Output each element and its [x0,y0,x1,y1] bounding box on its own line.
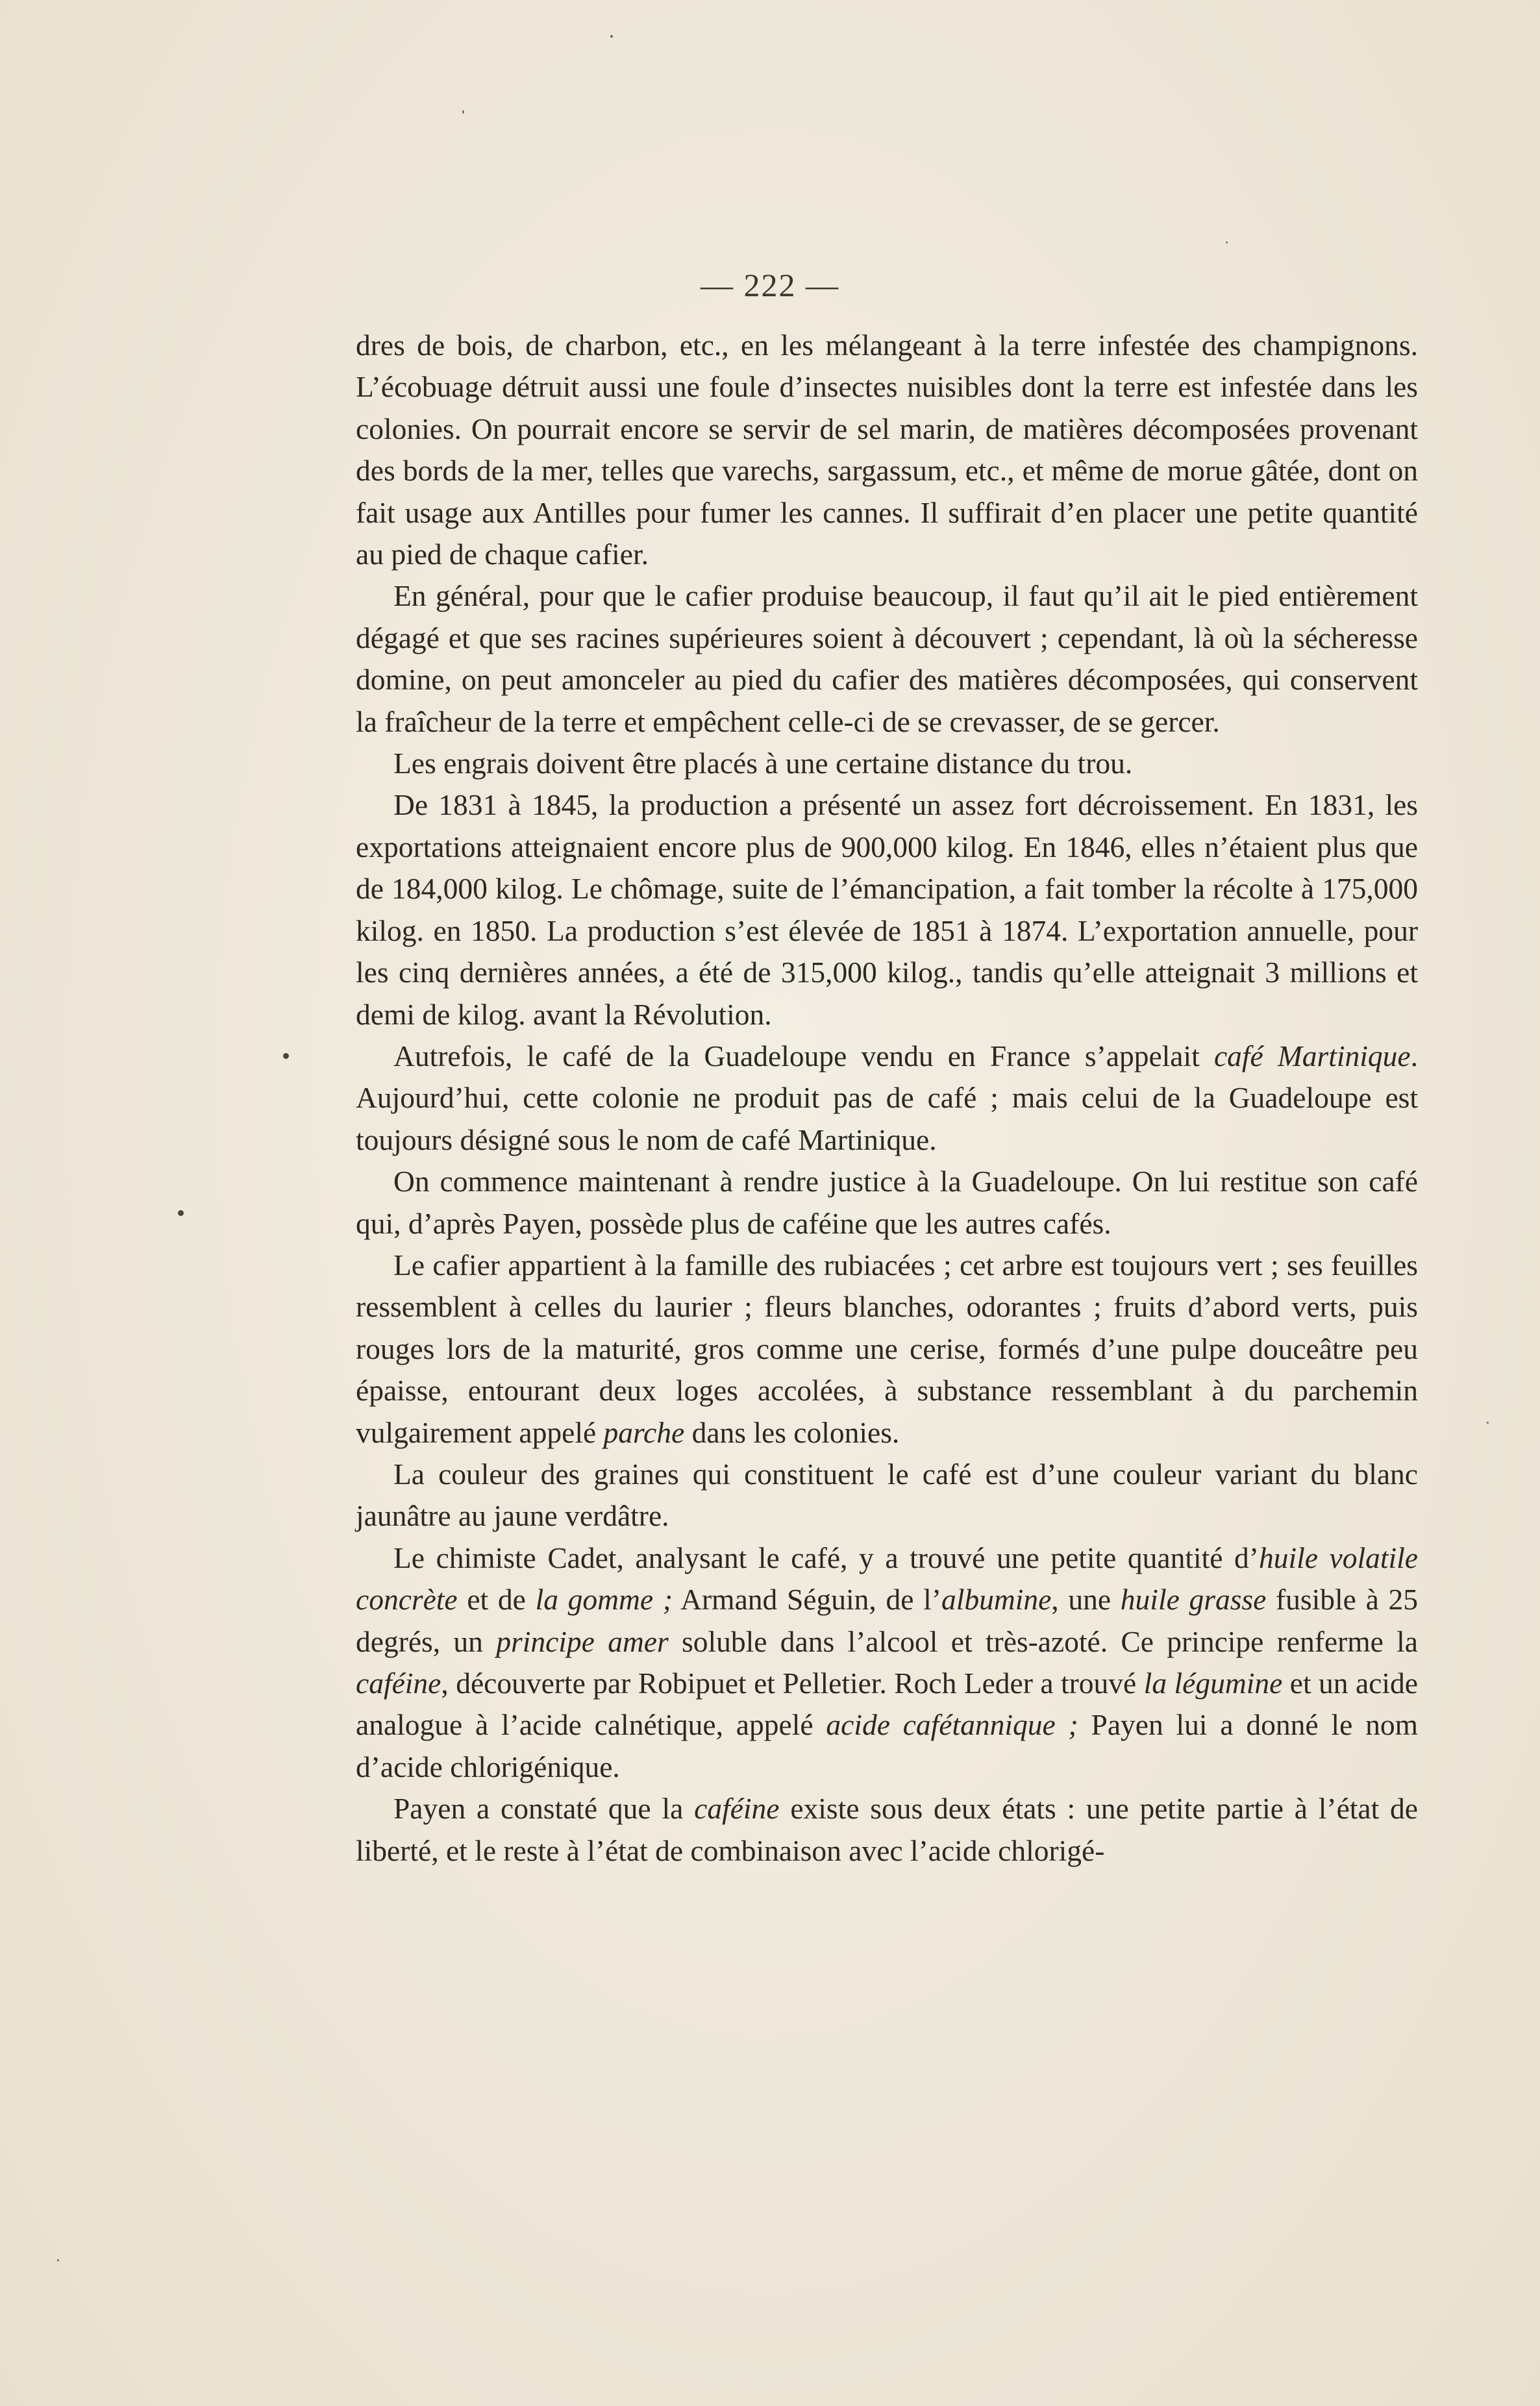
text-run: En général, pour que le cafier produise beaucoup, il faut qu’il ait le pied entièrement dégagé et que ses racines supérieures soient à découvert ; cependant, là où la sécheresse domine, on peut amonceler au pied du cafier des matières décomposées, qui conservent la fraîcheur de la terre et empêchent celle-ci de se crevasser, de se gercer. [356,579,1418,738]
text-run: existe sous deux états : une petite partie à l’état de liberté, et le reste à l’état de combinaison avec l’acide chlorigé- [356,1792,1419,1867]
margin-dot [178,1210,184,1216]
paragraph [356,1537,1418,1788]
italic-term: huile volatile concrète [356,1541,1418,1617]
paragraph [356,743,1418,784]
text-run: dres de bois, de charbon, etc., en les mélangeant à la terre infestée des champignons. L’écobuage détruit aussi une foule d’insectes nuisibles dont la terre est infestée dans les colonies. On pourrait encore se servir de sel marin, de matières décomposées provenant des bords de la mer, telles que varechs, sargassum, etc., et même de morue gâtée, dont on fait usage aux Antilles pour fumer les cannes. Il suffirait d’en placer une petite quantité au pied de chaque cafier. [356,329,1418,571]
text-run: Le chimiste Cadet, analysant le café, y a trouvé une petite quantité d’ [393,1541,1259,1574]
italic-term: la gomme ; [535,1583,673,1617]
text-run: et un acide analogue à l’acide calnétique, appelé [356,1667,1418,1742]
italic-term: albumine [941,1583,1052,1617]
page-number: — 222 — [701,267,839,303]
text-run: Payen lui a donné le nom d’acide chlorigénique. [356,1708,1418,1783]
paragraph [356,575,1418,743]
paragraph [356,1161,1418,1245]
text-run: De 1831 à 1845, la production a présenté un assez fort décroissement. En 1831, les exportations atteignaient encore plus de 900,000 kilog. En 1846, elles n’étaient plus que de 184,000 kilog. Le chômage, suite de l’émancipation, a fait tomber la récolte à 175,000 kilog. en 1850. La production s’est élevée de 1851 à 1874. L’exportation annuelle, pour les cinq dernières années, a été de 315,000 kilog., tandis qu’elle atteignait 3 millions et demi de kilog. avant la Révolution. [356,788,1418,1031]
paper-speck [57,2259,59,2261]
body-text [356,325,1418,1872]
paragraph [356,325,1418,575]
paragraph [356,1788,1418,1872]
paper-speck [1487,1422,1489,1424]
italic-term: caféine [356,1667,441,1700]
text-run: soluble dans l’alcool et très-azoté. Ce principe renferme la [668,1624,1418,1658]
text-run: , découverte par Robipuet et Pelletier. Roch Leder a trouvé [441,1667,1144,1700]
text-run: Le cafier appartient à la famille des rubiacées ; cet arbre est toujours vert ; ses feuilles ressemblent à celles du laurier ; fleurs blanches, odorantes ; fruits d’abord verts, puis rouges lors de la maturité, gros comme une cerise, formés d’une pulpe douceâtre peu épaisse, entourant deux loges accolées, à substance ressemblant à du parchemin vulgairement appelé [356,1248,1418,1449]
italic-term: acide cafétannique ; [826,1708,1078,1742]
text-run: Autrefois, le café de la Guadeloupe vendu en France s’appelait [393,1039,1214,1073]
text-run: et de [457,1583,536,1617]
text-run: On commence maintenant à rendre justice à la Guadeloupe. On lui restitue son café qui, d’après Payen, possède plus de caféine que les autres cafés. [356,1165,1418,1240]
text-run: La couleur des graines qui constituent le café est d’une couleur variant du blanc jaunâtre au jaune verdâtre. [356,1457,1418,1533]
paper-speck [610,35,613,38]
italic-term: principe amer [496,1624,669,1658]
italic-term: la légumine [1143,1667,1283,1700]
text-run: Payen a constaté que la [393,1792,695,1826]
text-run: Armand Séguin, de l’ [672,1583,941,1617]
text-run: , une [1051,1583,1121,1617]
italic-term: huile grasse [1120,1583,1267,1617]
text-run: Les engrais doivent être placés à une certaine distance du trou. [393,747,1133,780]
paragraph [356,1036,1418,1161]
paper-speck [462,110,464,114]
paper-speck [1226,242,1228,243]
text-run: fusible à 25 degrés, un [356,1583,1418,1658]
paragraph [356,784,1418,1035]
margin-dot [283,1053,289,1059]
italic-term: caféine [694,1792,780,1826]
paragraph [356,1454,1418,1537]
text-run: . Aujourd’hui, cette colonie ne produit pas de café ; mais celui de la Guadeloupe est toujours désigné sous le nom de café Martinique. [356,1039,1418,1156]
paragraph [356,1245,1418,1454]
italic-term: café Martinique [1213,1039,1411,1073]
text-run: dans les colonies. [684,1415,900,1449]
italic-term: parche [603,1415,685,1449]
